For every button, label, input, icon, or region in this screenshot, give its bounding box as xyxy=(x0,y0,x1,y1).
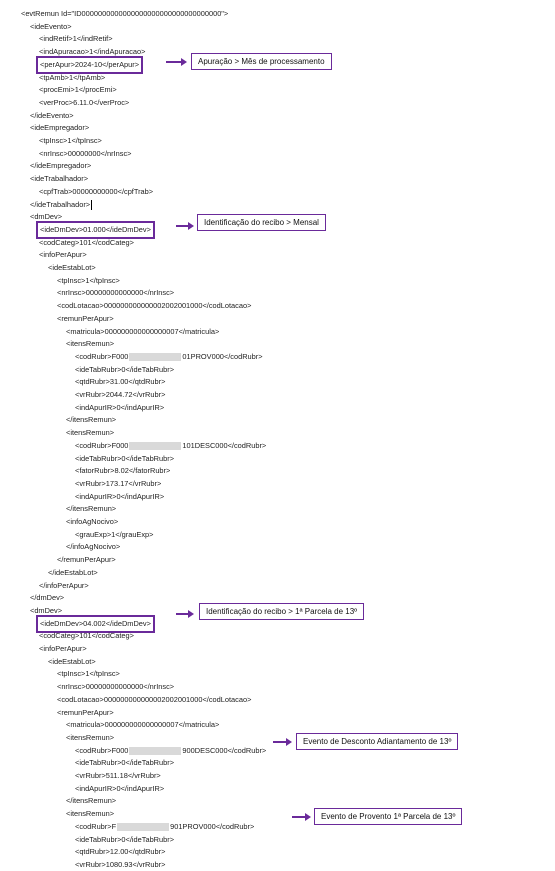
xml-text: <dmDev> xyxy=(30,212,63,222)
xml-line xyxy=(75,351,263,363)
xml-line xyxy=(66,795,116,807)
xml-line xyxy=(57,707,114,719)
xml-text: <infoPerApur> xyxy=(39,250,87,260)
xml-text: <itensRemun> xyxy=(66,339,115,349)
xml-text: <vrRubr>173.17</vrRubr> xyxy=(75,478,162,488)
xml-line xyxy=(66,808,114,820)
xml-text: <ideTabRubr>0</ideTabRubr> xyxy=(75,758,175,768)
xml-line xyxy=(39,46,145,58)
callout-13th-receipt: Identificação do recibo > 1ª Parcela de 13º xyxy=(199,603,364,620)
text-cursor xyxy=(91,200,92,210)
xml-line xyxy=(75,440,266,452)
xml-line xyxy=(39,135,102,147)
xml-line xyxy=(66,427,114,439)
xml-text: <codCateg>101</codCateg> xyxy=(39,237,134,247)
xml-text: <vrRubr>2044.72</vrRubr> xyxy=(75,390,166,399)
xml-line xyxy=(30,605,62,617)
xml-text: <tpInsc>1</tpInsc> xyxy=(57,669,120,679)
xml-line xyxy=(75,757,174,769)
xml-line xyxy=(57,668,120,680)
arrow-period xyxy=(166,61,182,63)
xml-line xyxy=(75,846,165,858)
xml-line xyxy=(75,834,174,846)
callout-provento-event: Evento de Provento 1ª Parcela de 13º xyxy=(314,808,462,825)
xml-line xyxy=(75,478,161,490)
xml-text: <remunPerApur> xyxy=(57,313,114,323)
highlighted-xml-tag: <ideDmDev>01.000</ideDmDev> xyxy=(40,224,151,234)
arrow-provento-event xyxy=(292,816,306,818)
xml-line xyxy=(39,59,140,71)
xml-line xyxy=(57,313,114,325)
xml-line xyxy=(75,364,174,376)
xml-text: <procEmi>1</procEmi> xyxy=(39,85,117,95)
xml-text: </itensRemun> xyxy=(66,796,117,806)
arrow-13th-receipt xyxy=(176,613,189,615)
xml-line xyxy=(75,745,266,757)
xml-line xyxy=(48,567,98,579)
xml-line xyxy=(39,643,87,655)
xml-text: <indApurIR>0</indApurIR> xyxy=(75,783,165,793)
xml-line xyxy=(39,237,134,249)
xml-text: </ideTrabalhador> xyxy=(30,199,91,209)
xml-text: <ideEvento> xyxy=(30,21,72,31)
xml-line xyxy=(39,618,152,630)
xml-line xyxy=(75,529,153,541)
xml-text: <dmDev> xyxy=(30,605,63,615)
callout-period: Apuração > Mês de processamento xyxy=(191,53,332,70)
xml-line xyxy=(75,821,254,833)
xml-line xyxy=(75,376,165,388)
xml-text: <codRubr>F000 xyxy=(75,745,129,755)
callout-monthly-receipt: Identificação do recibo > Mensal xyxy=(197,214,326,231)
xml-text: <nrInsc>00000000000000</nrInsc> xyxy=(57,682,175,692)
xml-line xyxy=(75,402,164,414)
xml-text: </dmDev> xyxy=(30,593,65,603)
xml-line xyxy=(66,414,116,426)
xml-line xyxy=(57,275,120,287)
xml-line xyxy=(66,732,114,744)
xml-line xyxy=(39,97,129,109)
highlighted-xml-tag: <ideDmDev>04.002</ideDmDev> xyxy=(40,618,151,628)
xml-text: <tpInsc>1</tpInsc> xyxy=(57,275,120,285)
xml-text-after-redaction: 901PROV000</codRubr> xyxy=(170,821,255,831)
xml-text: <indApurIR>0</indApurIR> xyxy=(75,491,165,501)
xml-text: <qtdRubr>12.00</qtdRubr> xyxy=(75,847,166,857)
xml-text: <itensRemun> xyxy=(66,809,115,819)
xml-text: <itensRemun> xyxy=(66,428,115,438)
xml-text: <ideTrabalhador> xyxy=(30,174,89,184)
xml-line xyxy=(66,719,219,731)
xml-text: <codRubr>F000 xyxy=(75,351,129,361)
xml-line xyxy=(39,148,131,160)
xml-text: <cpfTrab>00000000000</cpfTrab> xyxy=(39,186,154,196)
xml-text: <indApurIR>0</indApurIR> xyxy=(75,402,165,412)
xml-line xyxy=(30,199,92,211)
xml-line xyxy=(39,84,117,96)
xml-line xyxy=(30,592,64,604)
xml-text: </ideEmpregador> xyxy=(30,161,92,171)
xml-text: <nrInsc>00000000000000</nrInsc> xyxy=(57,288,175,298)
xml-line xyxy=(30,211,62,223)
xml-line xyxy=(48,656,96,668)
xml-text-after-redaction: 01PROV000</codRubr> xyxy=(182,351,263,361)
xml-text: <tpInsc>1</tpInsc> xyxy=(39,136,102,145)
xml-line xyxy=(66,541,120,553)
xml-text: <indRetif>1</indRetif> xyxy=(39,34,113,44)
xml-text: <infoAgNocivo> xyxy=(66,517,119,526)
xml-line xyxy=(57,681,174,693)
xml-text: <matricula>000000000000000007</matricula> xyxy=(66,720,220,730)
xml-line xyxy=(66,338,114,350)
xml-line xyxy=(75,389,165,401)
xml-text: </infoPerApur> xyxy=(39,580,89,590)
xml-text: <evtRemun Id="ID0000000000000000000000000000000000"> xyxy=(21,9,229,18)
xml-text: <ideEstabLot> xyxy=(48,656,96,666)
xml-text: <codRubr>F000 xyxy=(75,440,129,450)
xml-line xyxy=(75,453,174,465)
xml-line xyxy=(39,72,105,84)
xml-line xyxy=(30,160,91,172)
xml-line xyxy=(57,287,174,299)
xml-line xyxy=(66,326,219,338)
xml-text: <tpAmb>1</tpAmb> xyxy=(39,72,106,82)
xml-line xyxy=(75,770,161,782)
xml-text: <grauExp>1</grauExp> xyxy=(75,529,154,539)
xml-line xyxy=(39,33,113,45)
xml-line xyxy=(21,8,228,20)
xml-text: <ideTabRubr>0</ideTabRubr> xyxy=(75,453,175,463)
redacted-block xyxy=(129,747,181,755)
highlighted-xml-tag: <perApur>2024-10</perApur> xyxy=(40,59,140,69)
xml-text: <vrRubr>511.18</vrRubr> xyxy=(75,771,161,780)
callout-discount-event: Evento de Desconto Adiantamento de 13º xyxy=(296,733,458,750)
xml-text: <nrInsc>00000000</nrInsc> xyxy=(39,148,132,158)
xml-line xyxy=(39,224,152,236)
xml-line xyxy=(48,262,96,274)
xml-text: </ideEvento> xyxy=(30,110,74,120)
arrow-monthly-receipt xyxy=(176,225,189,227)
xml-text: <ideTabRubr>0</ideTabRubr> xyxy=(75,364,175,374)
xml-line xyxy=(57,554,116,566)
xml-text: <vrRubr>1080.93</vrRubr> xyxy=(75,859,166,869)
xml-text: <codLotacao>000000000000002002001000</codLotacao> xyxy=(57,301,252,311)
xml-text: </infoAgNocivo> xyxy=(66,542,121,552)
xml-line xyxy=(66,516,118,528)
xml-text: <fatorRubr>8.02</fatorRubr> xyxy=(75,466,171,476)
xml-line xyxy=(75,491,164,503)
xml-line xyxy=(39,630,134,642)
xml-line xyxy=(75,783,164,795)
xml-text: </remunPerApur> xyxy=(57,555,116,565)
xml-text: <codRubr>F xyxy=(75,821,117,831)
xml-text: <infoPerApur> xyxy=(39,644,87,653)
xml-text: <ideEstabLot> xyxy=(48,263,96,272)
xml-text: <verProc>6.11.0</verProc> xyxy=(39,97,130,107)
xml-text: <qtdRubr>31.00</qtdRubr> xyxy=(75,377,166,387)
xml-line xyxy=(57,694,251,706)
xml-text: <codCateg>101</codCateg> xyxy=(39,631,134,641)
xml-text: <remunPerApur> xyxy=(57,707,114,717)
redacted-block xyxy=(129,442,181,450)
xml-line xyxy=(39,186,153,198)
xml-text: <ideEmpregador> xyxy=(30,123,90,133)
xml-line xyxy=(30,21,72,33)
xml-line xyxy=(30,173,88,185)
xml-text: <ideTabRubr>0</ideTabRubr> xyxy=(75,834,175,844)
xml-text-after-redaction: 900DESC000</codRubr> xyxy=(182,745,267,755)
redacted-block xyxy=(117,823,169,831)
xml-text: <indApuracao>1</indApuracao> xyxy=(39,47,146,57)
xml-line xyxy=(30,122,89,134)
xml-text: <itensRemun> xyxy=(66,732,115,742)
xml-line xyxy=(57,300,251,312)
xml-line xyxy=(75,465,170,477)
xml-text: </ideEstabLot> xyxy=(48,567,98,577)
xml-line xyxy=(39,580,89,592)
xml-text: </itensRemun> xyxy=(66,415,117,425)
xml-text: <matricula>000000000000000007</matricula> xyxy=(66,326,220,336)
xml-line xyxy=(39,249,87,261)
xml-line xyxy=(66,503,116,515)
xml-text: <codLotacao>000000000000002002001000</codLotacao> xyxy=(57,694,252,704)
arrow-discount-event xyxy=(273,741,287,743)
redacted-block xyxy=(129,353,181,361)
xml-text-after-redaction: 101DESC000</codRubr> xyxy=(182,440,267,450)
xml-text: </itensRemun> xyxy=(66,504,117,514)
xml-line xyxy=(30,110,74,122)
